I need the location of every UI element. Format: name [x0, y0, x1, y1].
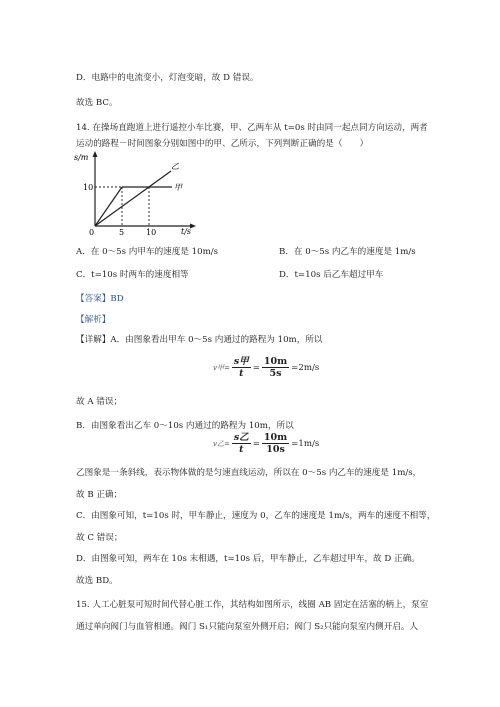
- option-d: D．t=10s 后乙车超过甲车: [279, 270, 384, 280]
- final-answer: 故选 BD。: [76, 576, 118, 586]
- answer-label: 【答案】BD: [76, 294, 124, 304]
- line-yi-graph: 乙图象是一条斜线，表示物体做的是匀速直线运动，所以在 0～5s 内乙车的速度是 1m/s，: [76, 468, 422, 478]
- equation-v-jia: v甲= $\frac{\text{s甲}}{t}$ = $\frac{10m}{5s}$ =2m/s: [213, 356, 320, 379]
- question-14-line1: 14. 在操场直跑道上进行遥控小车比赛，甲、乙两车从 t=0s 时由同一起点同方向运动，两者: [76, 123, 428, 133]
- y-axis-arrow: [93, 151, 98, 157]
- y-axis-label: s/m: [74, 153, 89, 162]
- detail-a: 【详解】A．由图象看出甲车 0～5s 内通过的路程为 10m，所以: [76, 335, 323, 345]
- y-tick-10: 10: [83, 183, 94, 192]
- option-a: A．在 0～5s 内甲车的速度是 10m/s: [76, 247, 219, 257]
- label-yi: 乙: [171, 162, 179, 171]
- equation-v-yi: v乙= $\frac{\text{s乙}}{t}$ = $\frac{10m}{10s}$ =1m/s: [213, 432, 320, 455]
- detail-c: C．由图象可知，t=10s 时，甲车静止，速度为 0，乙车的速度是 1m/s，两车的速度不相等，: [76, 511, 436, 521]
- wrong-a: 故 A 错误；: [76, 397, 123, 407]
- analysis-label: 【解析】: [76, 315, 111, 325]
- question-15-line2: 通过单向阀门与血管相通。阀门 S₁只能向泵室外侧开启；阀门 S₂只能向泵室内侧开启。人: [76, 622, 419, 632]
- option-c: C．t=10s 时两车的速度相等: [76, 270, 189, 280]
- label-jia: 甲: [174, 183, 182, 192]
- question-14-line2: 运动的路程－时间图象分别如图中的甲、乙所示，下列判断正确的是（ ）: [76, 139, 369, 149]
- question-15-line1: 15. 人工心脏泵可短时间代替心脏工作，其结构如图所示，线圈 AB 固定在活塞的柄上，泵室: [76, 600, 429, 610]
- wrong-c: 故 C 错误；: [76, 533, 123, 543]
- detail-b: B．由图象看出乙车 0～10s 内通过的路程为 10m，所以: [76, 421, 294, 431]
- text-line-select-bc: 故选 BC。: [76, 98, 118, 108]
- detail-d: D．由图象可知，两车在 10s 末相遇，t=10s 后，甲车静止，乙车超过甲车，故 D 正确。: [76, 554, 420, 564]
- option-b: B．在 0～5s 内乙车的速度是 1m/s: [279, 247, 416, 257]
- line-yi: [95, 171, 171, 226]
- s-t-graph: [68, 148, 198, 237]
- x-axis-label: t/s: [181, 227, 192, 236]
- x-tick-5: 5: [119, 228, 125, 237]
- line-jia-rise: [95, 187, 122, 226]
- x-tick-10: 10: [146, 228, 157, 237]
- right-b: 故 B 正确；: [76, 490, 123, 500]
- text-line-d: D．电路中的电流变小，灯泡变暗，故 D 错误。: [76, 73, 259, 83]
- origin-label: 0: [89, 228, 95, 237]
